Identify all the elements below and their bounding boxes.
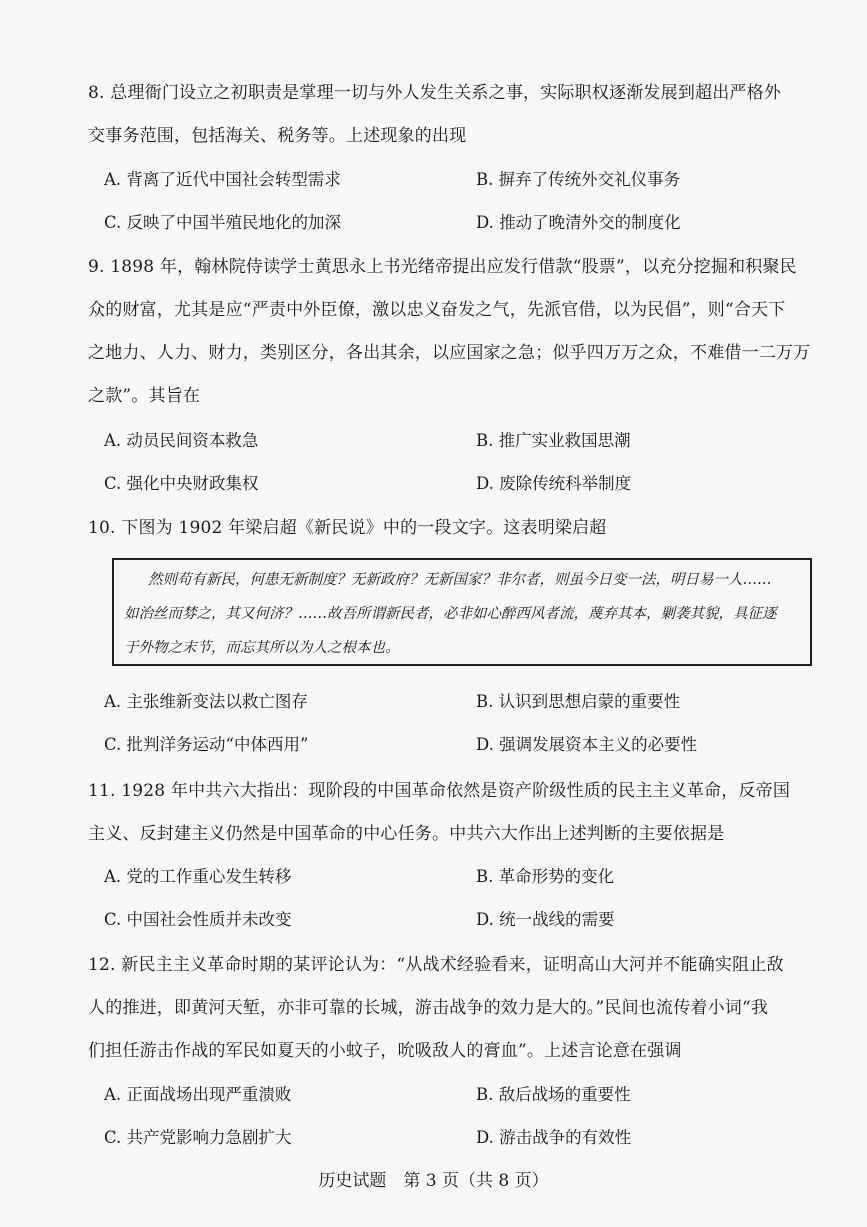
option-row (104, 473, 804, 495)
option-b[interactable]: B. 敌后战场的重要性 (476, 1085, 631, 1104)
option-row (104, 866, 804, 888)
option-row (104, 212, 804, 234)
stem-line: 主义、反封建主义仍然是中国革命的中心任务。中共六大作出上述判断的主要依据是 (88, 824, 725, 844)
option-a[interactable]: A. 党的工作重心发生转移 (104, 867, 292, 886)
option-c[interactable]: C. 中国社会性质并未改变 (104, 910, 292, 929)
question-10-stem (88, 517, 823, 539)
quote-line: 然则苟有新民，何患无新制度？无新政府？无新国家？非尔者，则虽今日变一法，明日易一人…… (148, 572, 772, 588)
question-11-options (104, 866, 804, 931)
option-a[interactable]: A. 正面战场出现严重溃败 (104, 1085, 292, 1104)
option-c[interactable]: C. 反映了中国半殖民地化的加深 (104, 213, 342, 232)
option-d[interactable]: D. 废除传统科举制度 (476, 474, 632, 493)
question-8-stem (88, 82, 823, 147)
page-footer: 历史试题 第 3 页（共 8 页） (318, 1171, 549, 1191)
question-10-options (104, 691, 804, 756)
option-b[interactable]: B. 革命形势的变化 (476, 867, 615, 886)
option-b[interactable]: B. 推广实业救国思潮 (476, 431, 631, 450)
quote-line: 于外物之末节，而忘其所以为人之根本也。 (124, 640, 400, 656)
stem-line: 人的推进，即黄河天堑，亦非可靠的长城，游击战争的效力是大的。”民间也流传着小词“我 (88, 998, 769, 1018)
option-c[interactable]: C. 批判洋务运动“中体西用” (104, 735, 309, 754)
question-12-stem (88, 954, 823, 1062)
option-row (104, 734, 804, 756)
option-row (104, 1127, 804, 1149)
question-11-stem (88, 780, 823, 845)
quote-box (112, 558, 812, 666)
stem-line: 之地力、人力、财力，类别区分，各出其余，以应国家之急；似乎四万万之众，不难借一二万万 (88, 343, 811, 363)
stem-line: 12. 新民主主义革命时期的某评论认为：“从战术经验看来，证明高山大河并不能确实阻止敌 (88, 955, 784, 975)
option-d[interactable]: D. 游击战争的有效性 (476, 1128, 632, 1147)
stem-line: 9. 1898 年，翰林院侍读学士黄思永上书光绪帝提出应发行借款“股票”，以充分挖掘和积聚民 (88, 257, 797, 277)
option-a[interactable]: A. 背离了近代中国社会转型需求 (104, 170, 341, 189)
option-row (104, 169, 804, 191)
option-b[interactable]: B. 认识到思想启蒙的重要性 (476, 692, 681, 711)
option-d[interactable]: D. 强调发展资本主义的必要性 (476, 735, 698, 754)
option-d[interactable]: D. 推动了晚清外交的制度化 (476, 213, 681, 232)
option-row (104, 909, 804, 931)
stem-line: 之款”。其旨在 (88, 386, 201, 406)
stem-line: 们担任游击作战的军民如夏天的小蚊子，吮吸敌人的膏血”。上述言论意在强调 (88, 1041, 682, 1061)
option-b[interactable]: B. 摒弃了传统外交礼仪事务 (476, 170, 681, 189)
option-d[interactable]: D. 统一战线的需要 (476, 910, 615, 929)
question-9-options (104, 430, 804, 495)
option-row (104, 430, 804, 452)
option-row (104, 691, 804, 713)
option-a[interactable]: A. 主张维新变法以救亡图存 (104, 692, 308, 711)
question-12-options (104, 1084, 804, 1149)
stem-line: 10. 下图为 1902 年梁启超《新民说》中的一段文字。这表明梁启超 (88, 518, 607, 538)
stem-line: 8. 总理衙门设立之初职责是掌理一切与外人发生关系之事，实际职权逐渐发展到超出严格外 (88, 83, 782, 103)
question-8-options (104, 169, 804, 234)
stem-line: 交事务范围，包括海关、税务等。上述现象的出现 (88, 126, 467, 146)
stem-line: 11. 1928 年中共六大指出：现阶段的中国革命依然是资产阶级性质的民主主义革命，反帝国 (88, 781, 791, 801)
quote-line: 如治丝而棼之，其又何济？……故吾所谓新民者，必非如心醉西风者流，蔑弃其本，剿袭其貌，具征逐 (124, 606, 777, 622)
stem-line: 众的财富，尤其是应“严责中外臣僚，激以忠义奋发之气，先派官借，以为民倡”，则“合天下 (88, 300, 786, 320)
option-a[interactable]: A. 动员民间资本救急 (104, 431, 259, 450)
option-row (104, 1084, 804, 1106)
option-c[interactable]: C. 强化中央财政集权 (104, 474, 259, 493)
question-9-stem (88, 256, 823, 407)
option-c[interactable]: C. 共产党影响力急剧扩大 (104, 1128, 292, 1147)
